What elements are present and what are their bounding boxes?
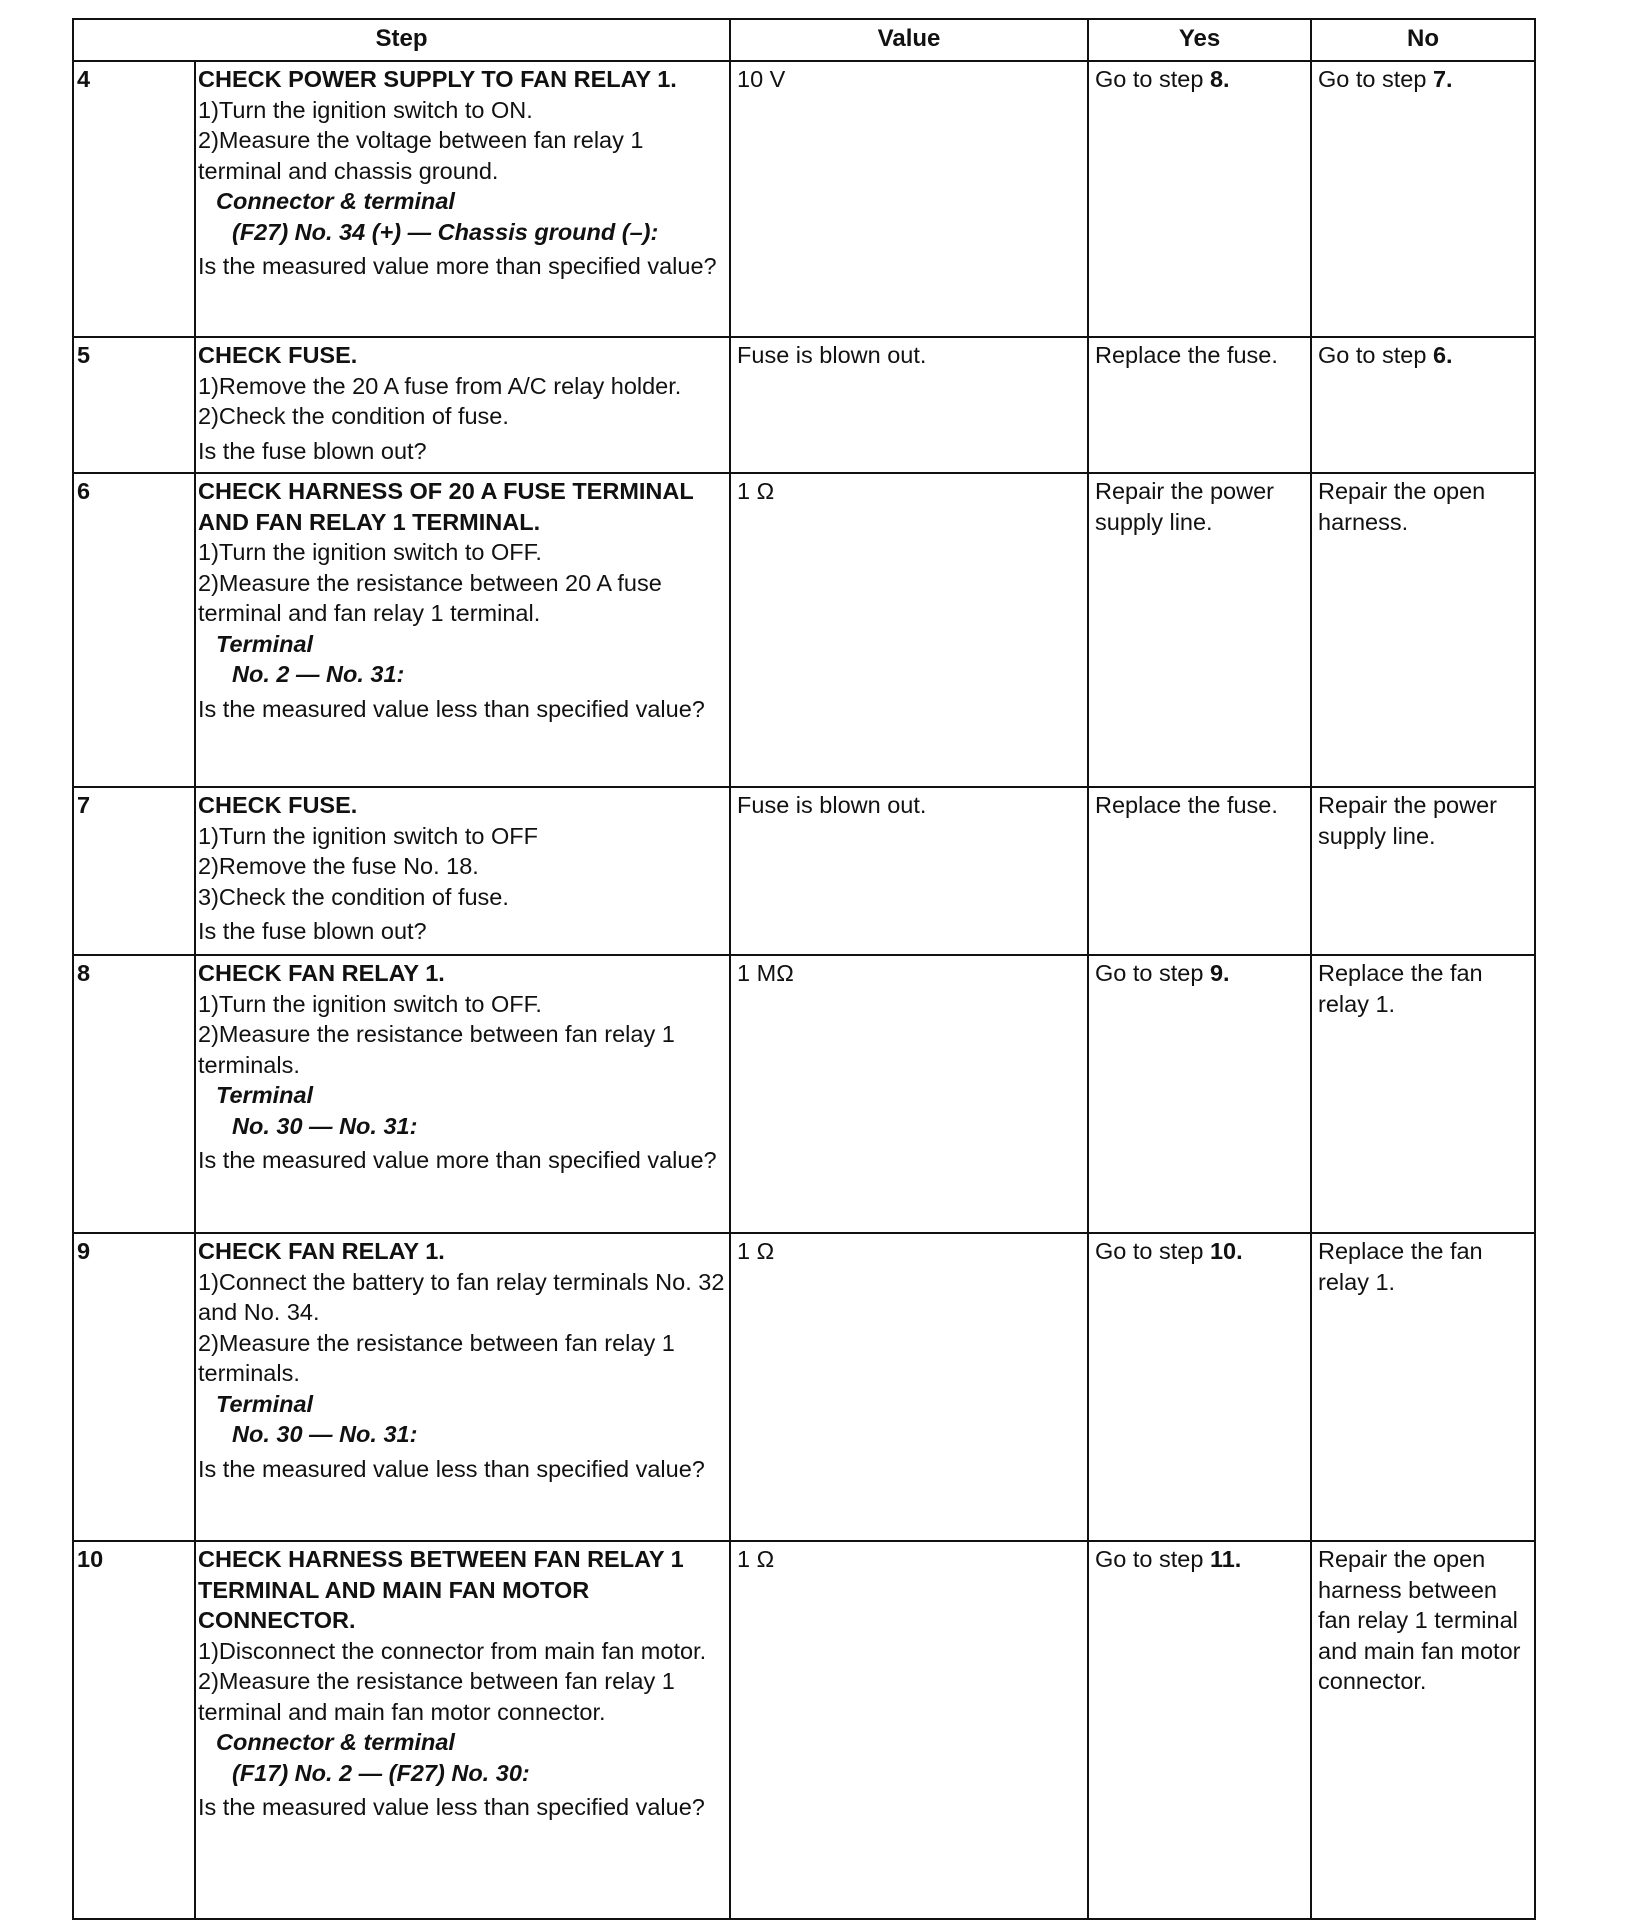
step-question: Is the fuse blown out?	[198, 918, 427, 944]
diagnostic-table	[72, 18, 1536, 1920]
table-row	[73, 955, 1535, 1233]
no-action	[1311, 1233, 1535, 1541]
step-description	[195, 1541, 730, 1919]
step-description	[195, 337, 730, 473]
step-instruction: 1)Remove the 20 A fuse from A/C relay holder.	[198, 372, 682, 399]
spec-terminals: No. 30 — No. 31:	[232, 1421, 418, 1447]
step-instruction: 1)Connect the battery to fan relay terminals No. 32 and No. 34.	[198, 1268, 725, 1325]
step-number: 10	[73, 1541, 195, 1919]
yes-text: Go to step	[1095, 66, 1210, 92]
step-instruction: 1)Turn the ignition switch to OFF.	[198, 990, 542, 1017]
step-description	[195, 1233, 730, 1541]
no-step-ref: 6.	[1432, 342, 1453, 368]
table-body	[73, 61, 1535, 1919]
step-number: 7	[73, 787, 195, 955]
yes-action	[1088, 1541, 1311, 1919]
spec-value: 1 Ω	[730, 473, 1088, 787]
yes-text: Go to step	[1095, 1238, 1210, 1264]
spec-label: Terminal	[216, 1082, 314, 1108]
spec-value: 1 MΩ	[730, 955, 1088, 1233]
no-text: Go to step	[1318, 342, 1433, 368]
spec-terminals: (F27) No. 34 (+) — Chassis ground (–):	[232, 218, 659, 245]
step-instruction: 2)Check the condition of fuse.	[198, 403, 509, 429]
step-title: CHECK FUSE.	[198, 342, 358, 368]
spec-terminals: (F17) No. 2 — (F27) No. 30:	[232, 1759, 530, 1786]
step-title: CHECK HARNESS BETWEEN FAN RELAY 1 TERMINAL AND MAIN FAN MOTOR CONNECTOR.	[198, 1546, 684, 1633]
step-number: 4	[73, 61, 195, 337]
no-action	[1311, 1541, 1535, 1919]
spec-value: 10 V	[730, 61, 1088, 337]
step-instruction: 2)Measure the resistance between fan relay 1 terminals.	[198, 1021, 675, 1078]
step-description	[195, 473, 730, 787]
no-text: Repair the open harness between fan relay 1 terminal and main fan motor connector.	[1318, 1546, 1521, 1694]
yes-text: Go to step	[1095, 960, 1210, 986]
yes-action	[1088, 955, 1311, 1233]
yes-text: Replace the fuse.	[1095, 792, 1278, 818]
header-yes: Yes	[1088, 19, 1311, 61]
step-instruction: 2)Measure the voltage between fan relay 1 terminal and chassis ground.	[198, 127, 644, 184]
spec-label: Terminal	[216, 630, 314, 657]
no-action	[1311, 787, 1535, 955]
yes-text: Replace the fuse.	[1095, 342, 1278, 368]
no-text: Replace the fan relay 1.	[1318, 1238, 1483, 1295]
yes-action	[1088, 1233, 1311, 1541]
no-text: Replace the fan relay 1.	[1318, 960, 1483, 1017]
spec-label: Terminal	[216, 1390, 314, 1417]
step-question: Is the measured value more than specified value?	[198, 1147, 717, 1173]
step-title: CHECK FAN RELAY 1.	[198, 1238, 445, 1264]
header-no: No	[1311, 19, 1535, 61]
step-instruction: 1)Turn the ignition switch to ON.	[198, 96, 533, 123]
table-row	[73, 337, 1535, 473]
spec-terminals: No. 2 — No. 31:	[232, 661, 405, 687]
no-action	[1311, 473, 1535, 787]
step-title: CHECK FAN RELAY 1.	[198, 960, 445, 986]
no-step-ref: 7.	[1432, 66, 1453, 92]
spec-value: 1 Ω	[730, 1233, 1088, 1541]
no-text: Repair the power supply line.	[1318, 792, 1497, 849]
step-title: CHECK POWER SUPPLY TO FAN RELAY 1.	[198, 66, 677, 92]
no-action	[1311, 955, 1535, 1233]
step-instruction: 2)Remove the fuse No. 18.	[198, 853, 479, 879]
yes-text: Go to step	[1095, 1546, 1210, 1572]
spec-value: Fuse is blown out.	[730, 337, 1088, 473]
step-number: 9	[73, 1233, 195, 1541]
spec-value: Fuse is blown out.	[730, 787, 1088, 955]
step-number: 6	[73, 473, 195, 787]
header-row	[73, 19, 1535, 61]
spec-value: 1 Ω	[730, 1541, 1088, 1919]
step-title: CHECK HARNESS OF 20 A FUSE TERMINAL AND FAN RELAY 1 TERMINAL.	[198, 478, 694, 535]
yes-step-ref: 9.	[1209, 960, 1230, 986]
spec-label: Connector & terminal	[216, 1729, 455, 1755]
table-row	[73, 473, 1535, 787]
step-question: Is the measured value more than specified value?	[198, 253, 717, 279]
yes-action	[1088, 61, 1311, 337]
yes-action	[1088, 787, 1311, 955]
table-row	[73, 1541, 1535, 1919]
step-instruction: 3)Check the condition of fuse.	[198, 883, 509, 910]
header-step: Step	[73, 19, 730, 61]
step-title: CHECK FUSE.	[198, 792, 358, 818]
spec-terminals: No. 30 — No. 31:	[232, 1112, 418, 1139]
no-text: Repair the open harness.	[1318, 478, 1486, 535]
step-instruction: 1)Disconnect the connector from main fan motor.	[198, 1637, 707, 1664]
step-question: Is the fuse blown out?	[198, 437, 427, 464]
yes-text: Repair the power supply line.	[1095, 478, 1274, 535]
no-text: Go to step	[1318, 66, 1433, 92]
spec-label: Connector & terminal	[216, 188, 455, 214]
step-number: 5	[73, 337, 195, 473]
step-instruction: 2)Measure the resistance between 20 A fuse terminal and fan relay 1 terminal.	[198, 569, 662, 626]
yes-action	[1088, 337, 1311, 473]
yes-action	[1088, 473, 1311, 787]
step-number: 8	[73, 955, 195, 1233]
table-row	[73, 61, 1535, 337]
header-value: Value	[730, 19, 1088, 61]
step-description	[195, 955, 730, 1233]
no-action	[1311, 61, 1535, 337]
step-instruction: 2)Measure the resistance between fan relay 1 terminal and main fan motor connector.	[198, 1668, 675, 1725]
step-instruction: 1)Turn the ignition switch to OFF.	[198, 539, 542, 565]
yes-step-ref: 8.	[1209, 66, 1230, 92]
step-description	[195, 61, 730, 337]
step-question: Is the measured value less than specified value?	[198, 1455, 705, 1482]
step-instruction: 2)Measure the resistance between fan relay 1 terminals.	[198, 1329, 675, 1386]
step-question: Is the measured value less than specified value?	[198, 695, 705, 722]
step-question: Is the measured value less than specified value?	[198, 1794, 705, 1820]
step-description	[195, 787, 730, 955]
yes-step-ref: 10.	[1209, 1238, 1243, 1264]
step-instruction: 1)Turn the ignition switch to OFF	[198, 822, 539, 849]
yes-step-ref: 11.	[1209, 1546, 1242, 1572]
table-row	[73, 1233, 1535, 1541]
table-row	[73, 787, 1535, 955]
no-action	[1311, 337, 1535, 473]
